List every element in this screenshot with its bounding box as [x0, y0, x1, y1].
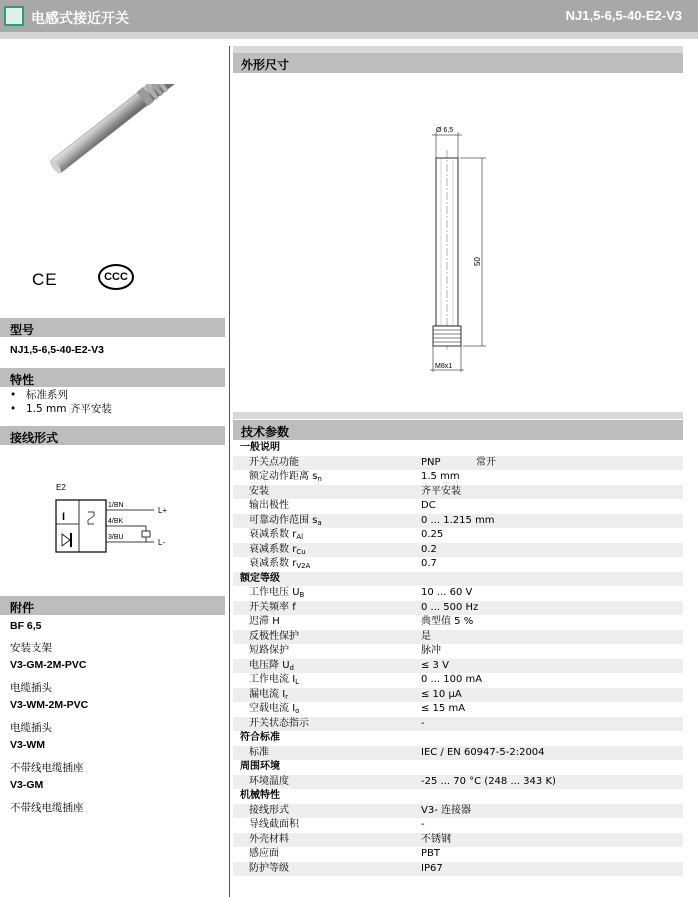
- page-title: 电感式接近开关: [31, 11, 129, 27]
- spec-value: -25 ... 70 °C (248 ... 343 K): [421, 775, 556, 787]
- spec-row: [233, 615, 683, 630]
- spec-symbol-subscript: Cu: [296, 547, 306, 556]
- spec-row: [233, 833, 683, 848]
- spec-label: [249, 630, 299, 645]
- spec-row: [233, 630, 683, 645]
- spec-section-title: 一般说明: [240, 442, 280, 453]
- spec-label: [249, 833, 289, 848]
- specs-heading: 技术参数: [233, 420, 683, 440]
- spec-label-text: 短路保护: [249, 645, 289, 656]
- spec-row: [233, 557, 683, 572]
- specs-band: [233, 412, 683, 419]
- spec-value: 齐平安装: [421, 485, 461, 497]
- spec-symbol-subscript: o: [295, 707, 300, 715]
- spec-row: [233, 543, 683, 558]
- spec-value: DC: [421, 500, 436, 511]
- spec-label: [249, 615, 280, 630]
- spec-section-title: 额定等级: [233, 572, 683, 587]
- spec-label: [249, 470, 322, 485]
- spec-label-text: 空载电流: [249, 703, 289, 714]
- pin1-label: 1/BN: [108, 502, 124, 509]
- spec-label-text: 衰减系数: [249, 558, 289, 569]
- spec-label-text: 安装: [249, 485, 269, 497]
- product-photo: [44, 84, 190, 184]
- spec-symbol-subscript: a: [317, 518, 322, 527]
- spec-row: [233, 499, 683, 514]
- spec-value: 0.25: [421, 529, 444, 540]
- spec-symbol: U: [282, 659, 290, 671]
- spec-label: [249, 673, 299, 688]
- spec-label-text: 外壳材料: [249, 833, 289, 845]
- ccc-mark-text: CCC: [104, 271, 128, 283]
- spec-label-text: 衰减系数: [249, 529, 289, 540]
- spec-symbol-subscript: L: [295, 678, 300, 686]
- spec-value: -: [421, 717, 425, 729]
- spec-label-text: 反极性保护: [249, 630, 299, 642]
- spec-symbol-subscript: d: [289, 663, 294, 672]
- spec-label: [249, 514, 322, 529]
- spec-label-text: 迟滞: [249, 616, 269, 627]
- spec-label-text: 开关频率: [249, 601, 289, 613]
- accessory-code: V3-WM-2M-PVC: [10, 699, 89, 711]
- wiring-label: E2: [56, 483, 66, 492]
- dimensions-heading: 外形尺寸: [233, 53, 683, 73]
- title-bar: [0, 0, 698, 32]
- spec-symbol: r: [292, 543, 297, 555]
- spec-row: [233, 485, 683, 500]
- spec-row: [233, 775, 683, 790]
- features-list: [10, 388, 112, 416]
- spec-value: 0.7: [421, 558, 437, 569]
- spec-value: 0 ... 500 Hz: [421, 601, 479, 613]
- spec-row: [233, 470, 683, 485]
- column-divider: [229, 46, 230, 897]
- spec-row: [233, 804, 683, 819]
- spec-label: [249, 543, 306, 558]
- spec-label-text: 环境温度: [249, 775, 289, 787]
- spec-value: 10 ... 60 V: [421, 587, 473, 598]
- feature-item: • 1.5 mm 齐平安装: [10, 402, 112, 416]
- spec-label-text: 开关状态指示: [249, 717, 309, 729]
- spec-row: [233, 717, 683, 732]
- dimensions-band: [233, 46, 683, 53]
- spec-row: [233, 818, 683, 833]
- accessory-code: V3-GM: [10, 779, 44, 791]
- accessory-desc: 不带线电缆插座: [10, 762, 84, 774]
- spec-symbol: s: [312, 514, 318, 526]
- spec-value: ≤ 10 µA: [421, 688, 462, 700]
- spec-label: [249, 644, 289, 659]
- spec-section-title: 机械特性: [240, 790, 280, 801]
- feature-item: • 标准系列: [10, 388, 112, 402]
- spec-label: [249, 775, 289, 790]
- spec-row: [233, 528, 683, 543]
- spec-row: [233, 644, 683, 659]
- spec-value-extra: 常开: [476, 456, 496, 468]
- spec-value: 0.2: [421, 543, 437, 555]
- spec-symbol-subscript: Al: [296, 533, 304, 541]
- ccc-mark: [98, 264, 134, 290]
- spec-value: IEC / EN 60947-5-2:2004: [421, 746, 545, 758]
- spec-label: [249, 601, 296, 616]
- spec-label: [249, 717, 309, 732]
- spec-symbol: r: [292, 529, 297, 540]
- spec-value: -: [421, 819, 425, 830]
- spec-label-text: 可靠动作范围: [249, 514, 309, 526]
- spec-value: 0 ... 1.215 mm: [421, 514, 495, 526]
- spec-value: 典型值 5 %: [421, 616, 474, 627]
- spec-label-text: 标准: [249, 746, 269, 758]
- spec-label: [249, 688, 288, 703]
- spec-label-text: 接线形式: [249, 804, 289, 816]
- accessory-code: V3-GM-2M-PVC: [10, 659, 87, 671]
- spec-row: [233, 862, 683, 877]
- accessory-desc: 电缆插头: [10, 682, 52, 694]
- spec-section-title: 周围环境: [240, 761, 280, 772]
- pin4-label: 4/BK: [108, 518, 124, 525]
- spec-label: [249, 528, 303, 543]
- spec-row: [233, 456, 683, 471]
- spec-symbol: H: [272, 616, 280, 627]
- accessory-desc: 电缆插头: [10, 722, 52, 734]
- spec-label-text: 额定动作距离: [249, 471, 309, 482]
- spec-symbol: I: [292, 674, 296, 685]
- spec-label-text: 电压降: [249, 659, 279, 671]
- spec-label: [249, 586, 304, 601]
- spec-row: [233, 601, 683, 616]
- spec-row: [233, 847, 683, 862]
- spec-value: 脉冲: [421, 645, 441, 656]
- ce-mark: CE: [32, 270, 58, 289]
- spec-label: [249, 862, 289, 877]
- type-heading: 型号: [0, 318, 225, 337]
- spec-symbol: s: [312, 471, 318, 482]
- thread-label: M8x1: [435, 363, 453, 370]
- spec-symbol: I: [292, 703, 296, 714]
- spec-label-text: 工作电压: [249, 587, 289, 598]
- spec-label-text: 开关点功能: [249, 456, 299, 468]
- dimension-drawing: [420, 120, 500, 380]
- brand-square-icon: [4, 6, 24, 26]
- spec-symbol-subscript: V2A: [296, 562, 311, 570]
- spec-label-text: 防护等级: [249, 862, 289, 874]
- spec-label: [249, 702, 299, 717]
- spec-row: [233, 659, 683, 674]
- wiring-heading: 接线形式: [0, 426, 225, 445]
- spec-value: ≤ 3 V: [421, 659, 449, 671]
- accessory-desc: 安装支架: [10, 642, 52, 654]
- spec-symbol-subscript: n: [317, 475, 322, 483]
- spec-label: [249, 499, 289, 514]
- spec-label: [249, 847, 279, 862]
- spec-value: V3- 连接器: [421, 804, 471, 816]
- accessory-code: V3-WM: [10, 739, 45, 751]
- spec-symbol-subscript: B: [299, 591, 305, 599]
- spec-label: [249, 818, 299, 833]
- spec-label-text: 输出极性: [249, 500, 289, 511]
- spec-row: [233, 586, 683, 601]
- spec-label-text: 漏电流: [249, 688, 279, 700]
- spec-label-text: 导线截面积: [249, 819, 299, 830]
- length-label: 50: [473, 257, 482, 266]
- spec-label: [249, 456, 299, 471]
- spec-label: [249, 557, 310, 572]
- spec-value: IP67: [421, 862, 443, 874]
- diameter-label: Ø 6,5: [436, 127, 454, 134]
- spec-symbol: I: [282, 688, 286, 700]
- lplus-label: L+: [158, 506, 168, 515]
- spec-symbol: r: [292, 558, 297, 569]
- spec-label-text: 衰减系数: [249, 543, 289, 555]
- spec-value: ≤ 15 mA: [421, 703, 466, 714]
- spec-row: [233, 514, 683, 529]
- lminus-label: L-: [158, 538, 166, 547]
- wiring-diagram: [50, 480, 190, 560]
- features-heading: 特性: [0, 368, 225, 387]
- spec-symbol: U: [292, 587, 300, 598]
- spec-row: [233, 688, 683, 703]
- spec-value: 1.5 mm: [421, 471, 460, 482]
- accessory-code: BF 6,5: [10, 620, 42, 632]
- spec-row: [233, 702, 683, 717]
- spec-value: 是: [421, 630, 431, 642]
- spec-label-text: 工作电流: [249, 674, 289, 685]
- model-title: NJ1,5-6,5-40-E2-V3: [565, 8, 682, 23]
- spec-value: 不锈钢: [421, 833, 451, 845]
- spec-symbol-subscript: r: [285, 692, 289, 701]
- spec-section-title: 符合标准: [240, 732, 280, 743]
- spec-value: PNP: [421, 456, 441, 468]
- specs-table: [233, 441, 683, 876]
- spec-symbol: f: [292, 601, 296, 613]
- accessory-desc: 不带线电缆插座: [10, 802, 84, 814]
- type-value: NJ1,5-6,5-40-E2-V3: [10, 344, 104, 356]
- wiring-box-label: I: [62, 511, 66, 523]
- pin3-label: 3/BU: [108, 534, 124, 541]
- spec-label: [249, 659, 294, 674]
- title-subbar: [0, 32, 698, 39]
- spec-value: PBT: [421, 848, 440, 859]
- spec-row: [233, 746, 683, 761]
- spec-value: 0 ... 100 mA: [421, 674, 483, 685]
- accessories-heading: 附件: [0, 596, 225, 615]
- spec-label: [249, 746, 269, 761]
- spec-row: [233, 673, 683, 688]
- spec-label-text: 感应面: [249, 848, 279, 859]
- spec-label: [249, 804, 289, 819]
- spec-label: [249, 485, 269, 500]
